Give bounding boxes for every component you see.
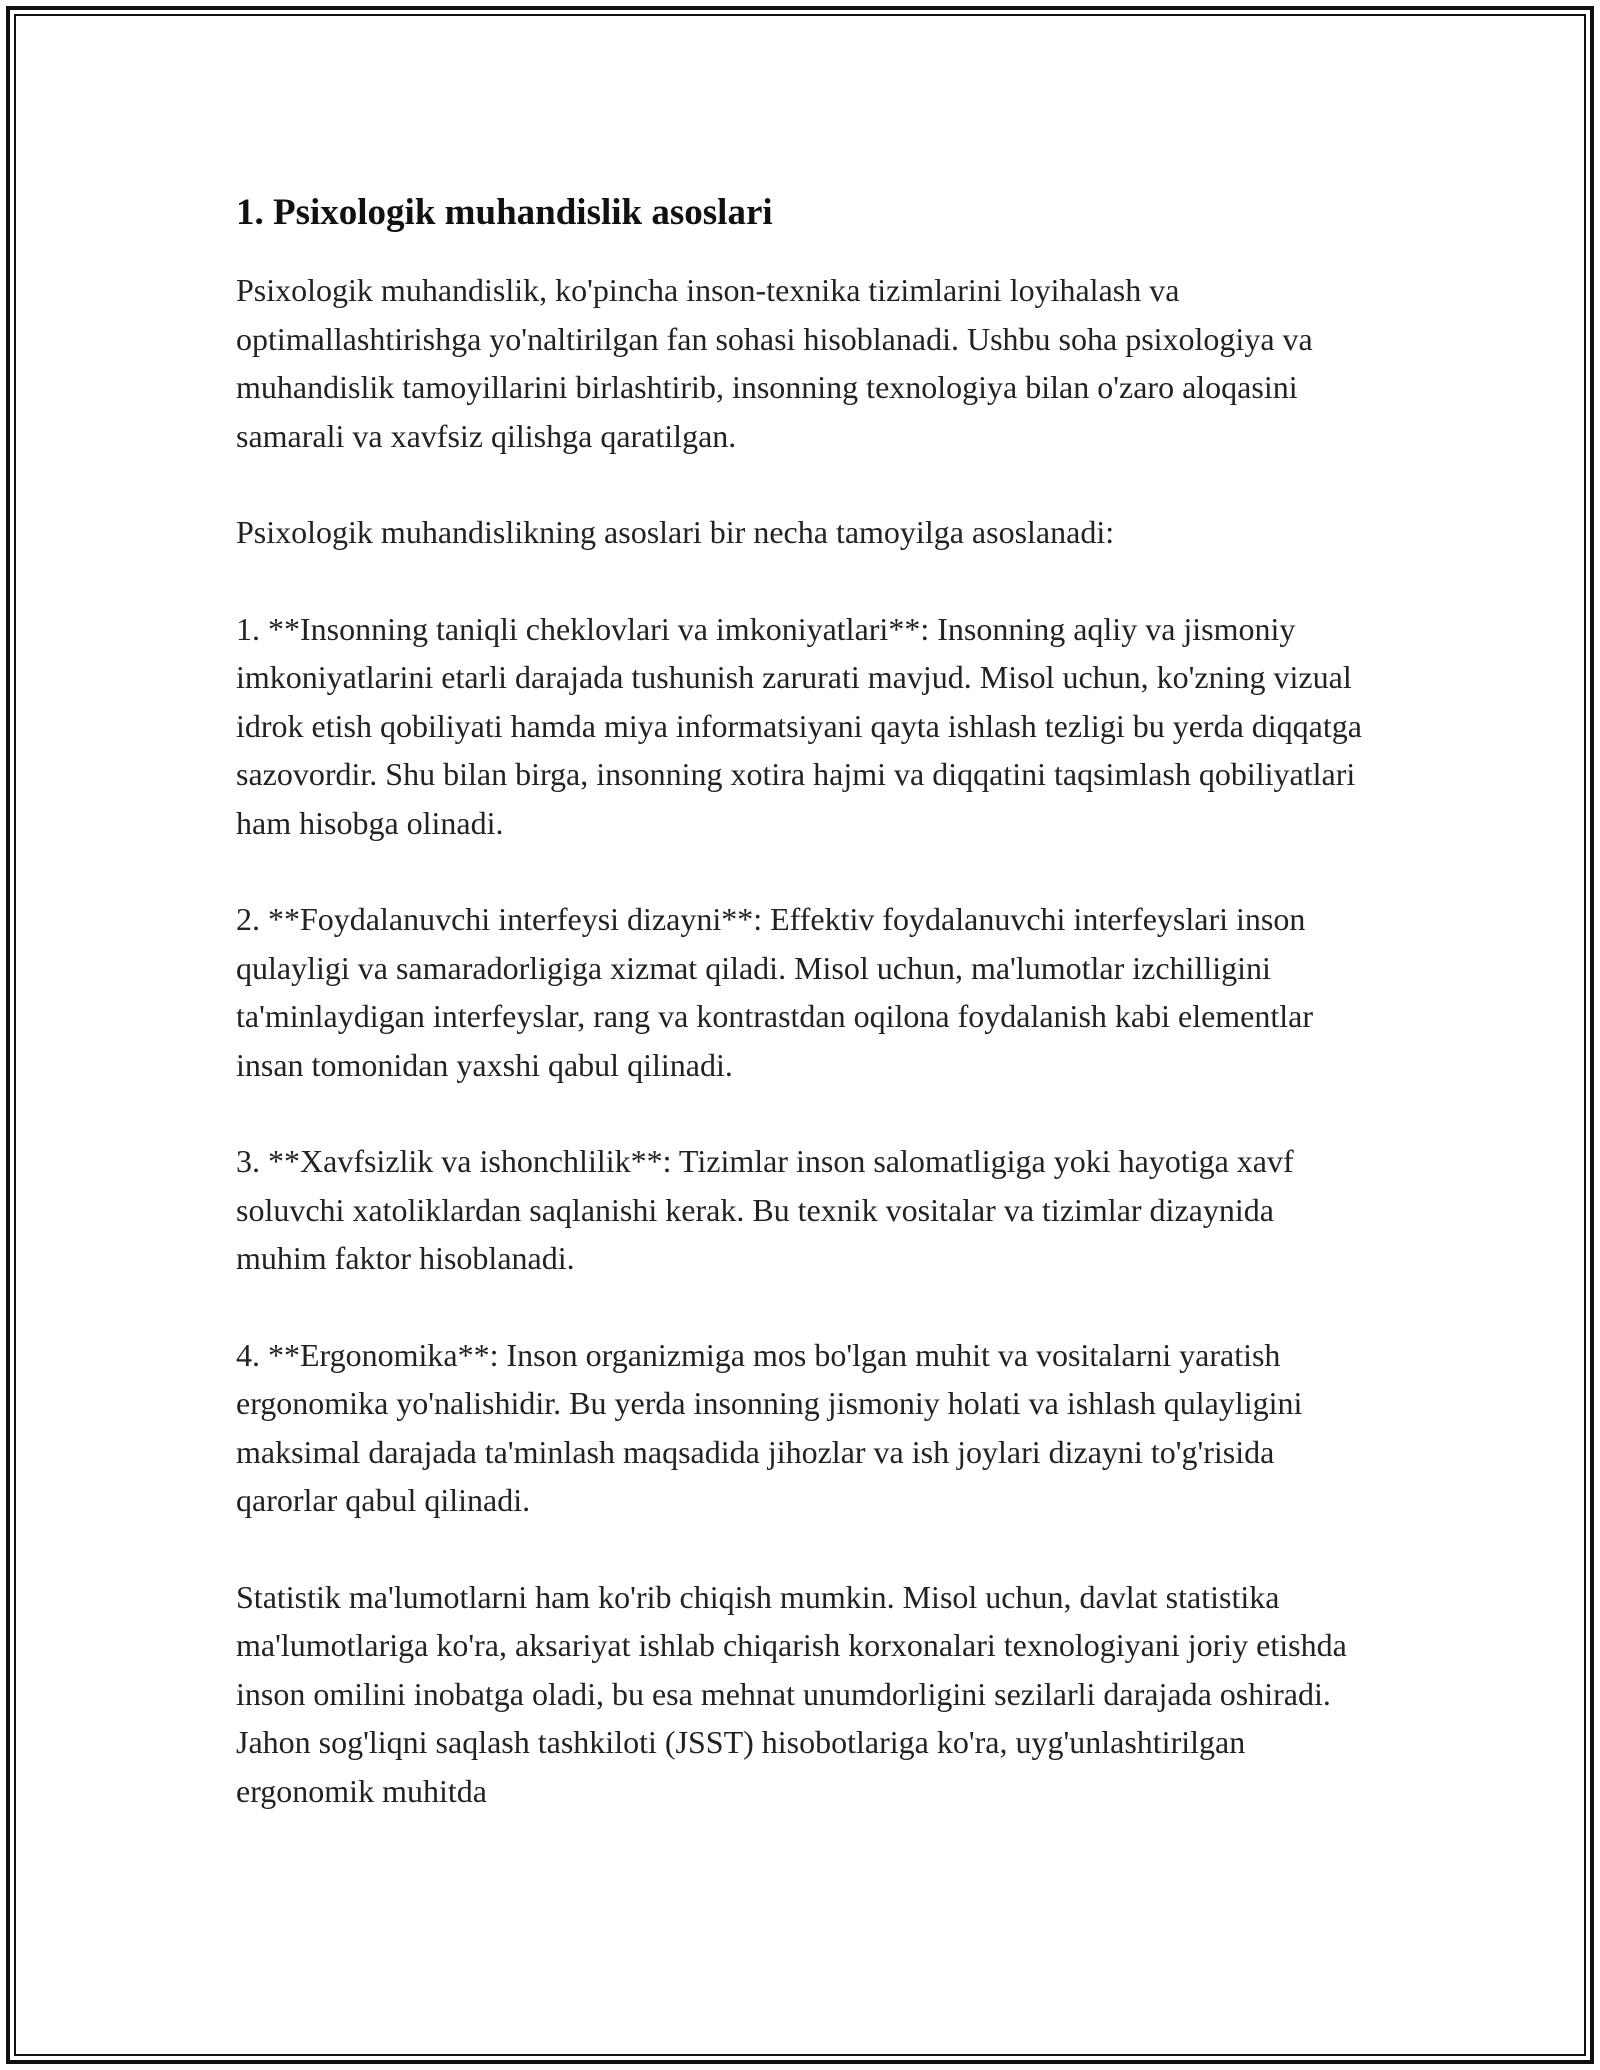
paragraph-statistics: Statistik ma'lumotlarni ham ko'rib chiqish mumkin. Misol uchun, davlat statistika ma'lumotlariga ko'ra, aksariyat ishlab chiqarish korxonalari texnologiyani joriy etishda inson omilini inobatga oladi, bu esa mehnat unumdorligini sezilarli darajada oshiradi. Jahon sog'liqni saqlash tashkiloti (JSST) hisobotlariga ko'ra, uyg'unlashtirilgan ergonomik muhitda	[236, 1578, 1347, 1809]
paragraph-item-1: 1. **Insonning taniqli cheklovlari va imkoniyatlari**: Insonning aqliy va jismoniy imkoniyatlarini etarli darajada tushunish zarurati mavjud. Misol uchun, ko'zning vizual idrok etish qobiliyati hamda miya informatsiyani qayta ishlash tezligi bu yerda diqqatga sazovordir. Shu bilan birga, insonning xotira hajmi va diqqatini taqsimlash qobiliyatlari ham hisobga olinadi.	[236, 610, 1362, 841]
paragraph-intro: Psixologik muhandislik, ko'pincha inson-texnika tizimlarini loyihalash va optimallashtirishga yo'naltirilgan fan sohasi hisoblanadi. Ushbu soha psixologiya va muhandislik tamoyillarini birlashtirib, insonning texnologiya bilan o'zaro aloqasini samarali va xavfsiz qilishga qaratilgan.	[236, 272, 1313, 454]
paragraph-principles-lead: Psixologik muhandislikning asoslari bir necha tamoyilga asoslanadi:	[236, 514, 1115, 550]
paragraph-item-4: 4. **Ergonomika**: Inson organizmiga mos bo'lgan muhit va vositalarni yaratish ergonomika yo'nalishidir. Bu yerda insonning jismoniy holati va ishlash qulayligini maksimal darajada ta'minlash maqsadida jihozlar va ish joylari dizayni to'g'risida qarorlar qabul qilinadi.	[236, 1336, 1303, 1518]
paragraph-item-2: 2. **Foydalanuvchi interfeysi dizayni**: Effektiv foydalanuvchi interfeyslari inson qulayligi va samaradorligiga xizmat qiladi. Misol uchun, ma'lumotlar izchilligini ta'minlaydigan interfeyslar, rang va kontrastdan oqilona foydalanish kabi elementlar insan tomonidan yaxshi qabul qilinadi.	[236, 901, 1314, 1083]
document-body	[236, 186, 1366, 1863]
paragraph-item-3: 3. **Xavfsizlik va ishonchlilik**: Tizimlar inson salomatligiga yoki hayotiga xavf soluvchi xatoliklardan saqlanishi kerak. Bu texnik vositalar va tizimlar dizaynida muhim faktor hisoblanadi.	[236, 1143, 1294, 1276]
section-title: 1. Psixologik muhandislik asoslari	[236, 192, 773, 233]
